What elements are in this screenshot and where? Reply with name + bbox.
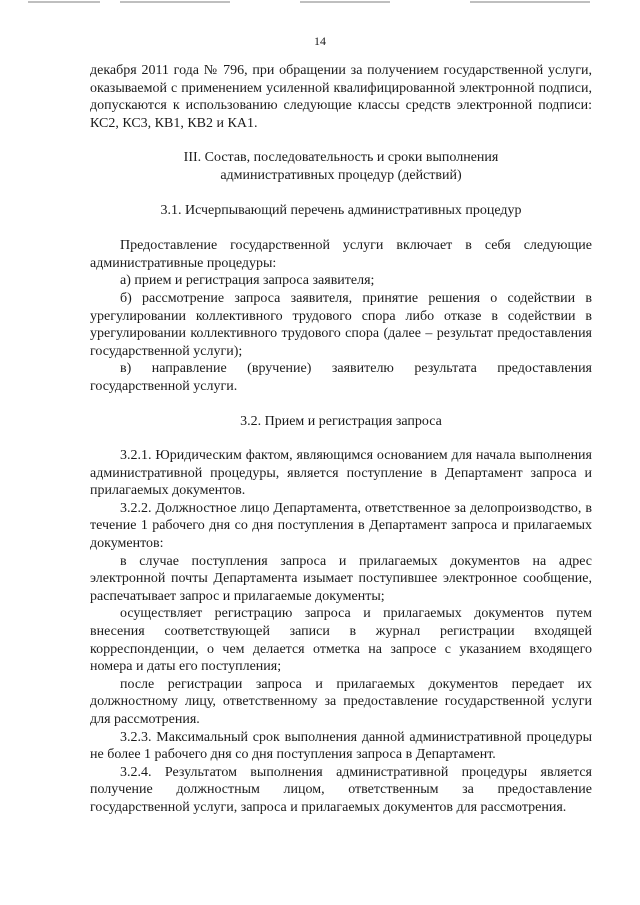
list-item-v: в) направление (вручение) заявителю результата предоставления государственной услуги. [90,361,592,394]
list-item-a: а) прием и регистрация запроса заявителя; [120,273,375,289]
intro-paragraph: декабря 2011 года № 796, при обращении за получением государственной услуги, оказываемой с применением усиленной квалифицированной электронной подписи, допускаются к использованию следующие классы средств электронной подписи: КС2, КС3, КВ1, КВ2 и КА1. [90,63,592,131]
paragraph-3-2-4: 3.2.4. Результатом выполнения административной процедуры является получение должностным лицом, ответственным за предоставление государственной услуги, запроса и прилагаемых документов для рассмотрения. [90,764,592,815]
paragraph-3-2-2: 3.2.2. Должностное лицо Департамента, ответственное за делопроизводство, в течение 1 рабочего дня со дня поступления в Департамент запроса и прилагаемых документов: [90,500,592,552]
scan-artifact-line [470,1,590,3]
document-body [90,62,592,817]
paragraph-3-2-3: 3.2.3. Максимальный срок выполнения данной административной процедуры не более 1 рабочего дня со дня поступления запроса в Департамент. [90,729,592,763]
paragraph-3-2-1: 3.2.1. Юридическим фактом, являющимся основанием для начала выполнения административной процедуры, является поступление в Департамент запроса и прилагаемых документов. [90,448,592,499]
paragraph-registration: осуществляет регистрацию запроса и прилагаемых документов путем внесения соответствующей записи в журнал регистрации входящей корреспонденции, о чем делается отметка на запросе с указанием входящего номера и даты его поступления; [90,606,592,675]
page-number: 14 [314,34,326,48]
list-item-b: б) рассмотрение запроса заявителя, принятие решения о содействии в урегулировании коллективного трудового спора либо отказе в содействии в урегулировании коллективного трудового спора (далее – результат предоставления государственной услуги); [90,290,592,359]
section-title [90,149,592,184]
paragraph-transfer: после регистрации запроса и прилагаемых документов передает их должностному лицу, ответственному за предоставление государственной услуги для рассмотрения. [90,676,592,727]
subsection-3-2-title: 3.2. Прием и регистрация запроса [240,413,442,429]
scan-artifact-line [120,1,230,3]
paragraph-email-receipt: в случае поступления запроса и прилагаемых документов на адрес электронной почты Департамента изымает поступившее электронное сообщение, распечатывает запрос и прилагаемые документы; [90,553,592,604]
section-title-line1: III. Состав, последовательность и сроки выполнения [183,150,499,166]
scan-artifact-line [300,1,390,3]
section-title-line2: административных процедур (действий) [220,167,462,183]
subsection-3-1-title: 3.1. Исчерпывающий перечень административных процедур [160,202,522,218]
scan-artifact-line [28,1,100,3]
subsection-3-1-intro: Предоставление государственной услуги включает в себя следующие административные процедуры: [90,238,592,271]
